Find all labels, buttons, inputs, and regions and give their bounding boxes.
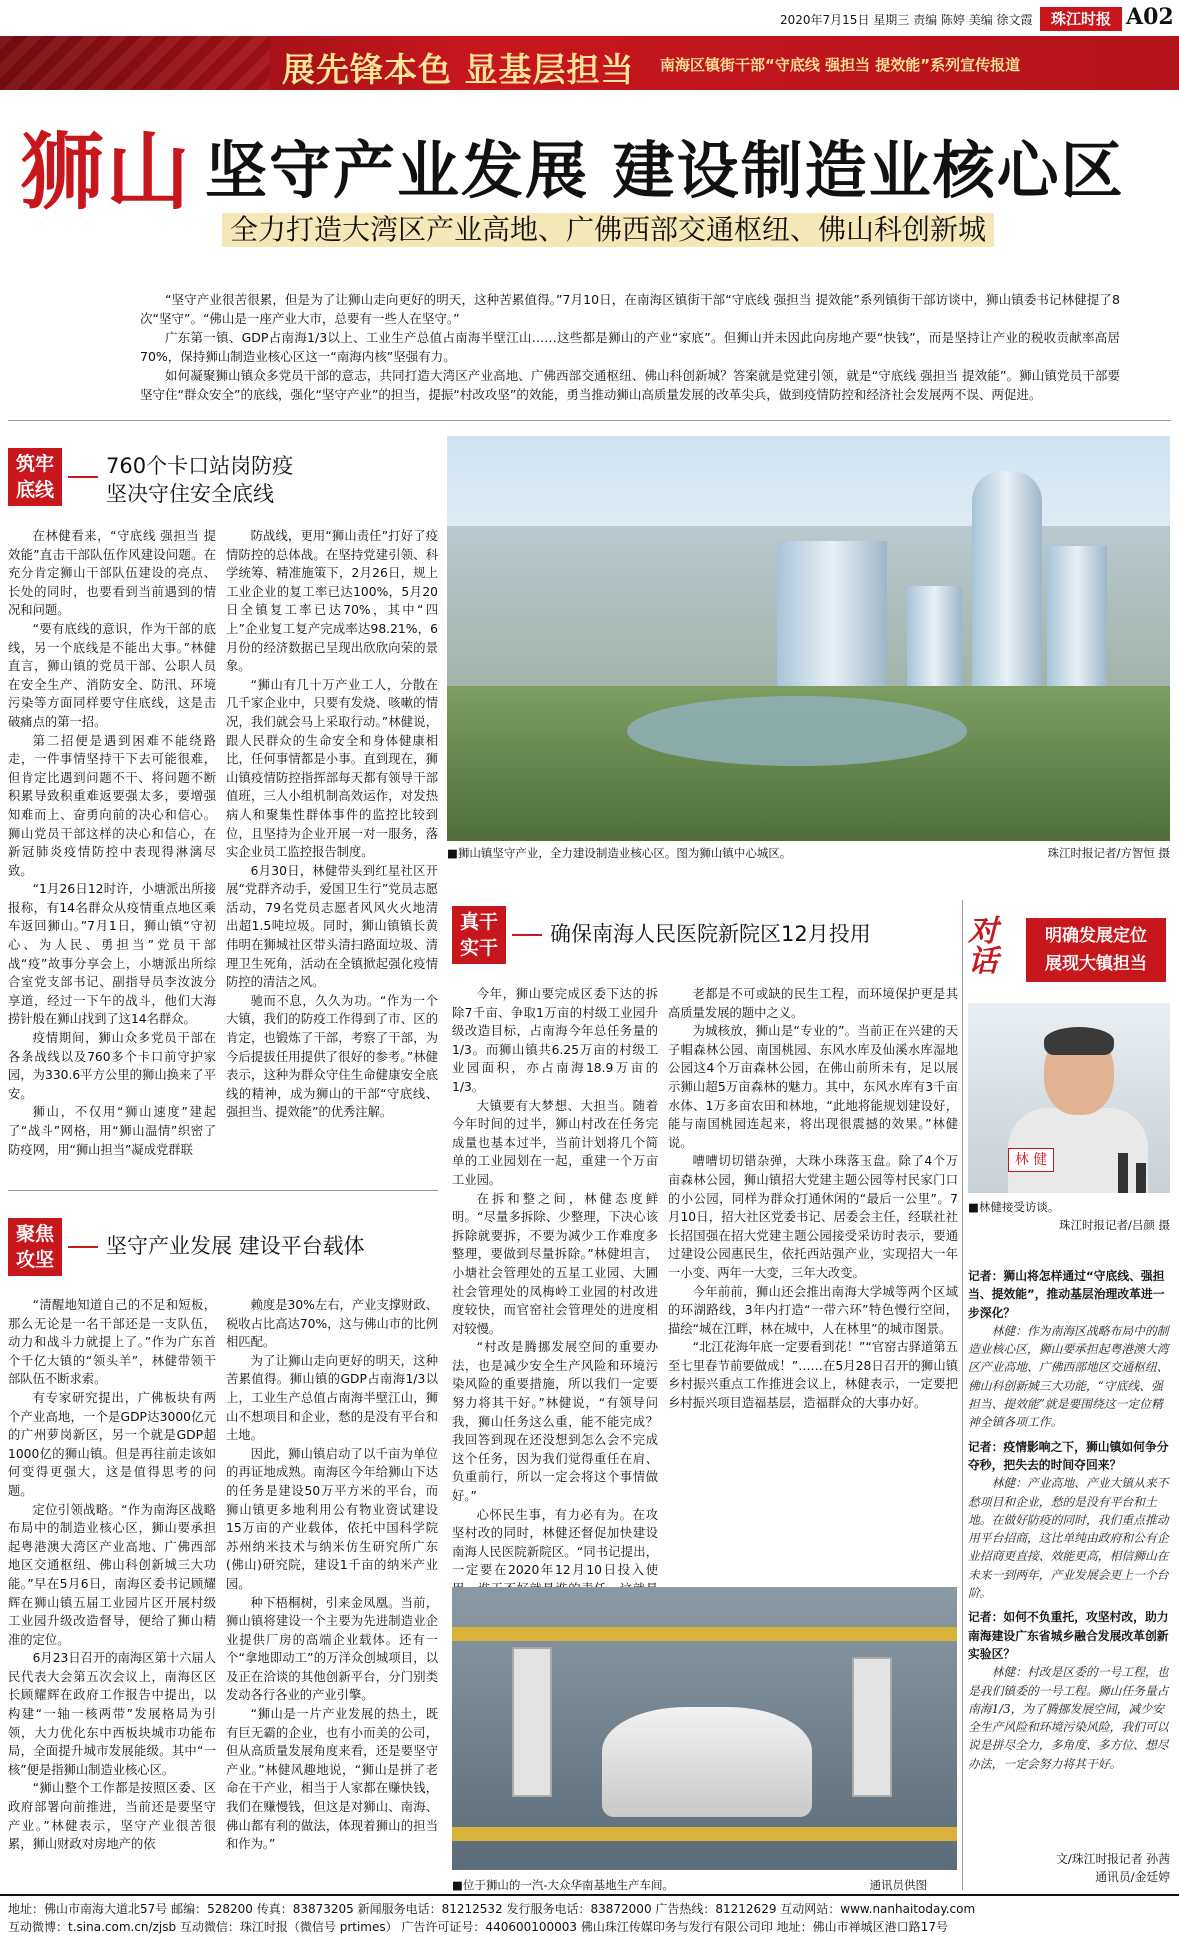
section3-column-2 — [668, 985, 958, 1413]
paragraph: 种下梧桐树，引来金凤凰。当前，狮山镇将建设一个主要为先进制造业企业提供厂房的高端企业载体。还有一个“拿地即动工”的万洋众创城项目，以及正在洽谈的其他创新平台，分门别类发动各行各业的产业引擎。 — [226, 1595, 438, 1703]
section-tag — [8, 448, 62, 506]
paragraph: “清醒地知道自己的不足和短板，那么无论是一名干部还是一支队伍，动力和战斗力就提上了。”作为广东首个千亿大镇的“领头羊”，林健带领干部队伍不断求索。 — [8, 1298, 216, 1387]
paragraph: 为城核放，狮山是“专业的”。当前正在兴建的天子帽森林公园、南国桃园、东风水库及仙溪水库湿地公园这4个万亩森林公园，在佛山前所未有，足以展示狮山超5万亩森林的魅力。其中，东风水库有3千亩水体、1万多亩农田和林地，“此地将能规划建设好，能与南国桃园连起来，将出现很震撼的效果。”林健说。 — [668, 1024, 958, 1150]
paragraph: 驰而不息，久久为功。“作为一个大镇，我们的防疫工作得到了市、区的肯定，也锻炼了干部，考察了干部，为今后提拔任用提供了很好的参考。”林健表示，这种为群众守住生命健康安全底线的精神，成为狮山的干部“守底线、强担当、提效能”的优秀注解。 — [226, 993, 438, 1120]
paragraph: 狮山，不仅用“狮山速度”建起了“战斗”网格，用“狮山温情”织密了防疫网，用“狮山担当”凝成党群联 — [8, 1105, 216, 1157]
page-footer — [0, 1894, 1179, 1935]
section-header-2 — [8, 1218, 438, 1282]
microphone-icon — [1118, 1153, 1128, 1193]
paragraph: “1月26日12时许，小塘派出所接报称，有14名群众从疫情重点地区乘车返回狮山。”7月1日，狮山镇“守初心、为人民、勇担当”党员干部战“疫”故事分享会上，小塘派出所综合室党支部书记、副指导员李汝波分享道，经过一下午的战斗，他们大海捞针般在狮山找到了这14名群众。 — [8, 882, 216, 1027]
question: 记者：如何不负重托，攻坚村改，助力南海建设广东省城乡融合发展改革创新实验区？ — [968, 1610, 1169, 1661]
banner-series-title: 南海区镇街干部“守底线 强担当 提效能”系列宣传报道 — [660, 56, 1021, 74]
photo-caption-text: ■狮山镇坚守产业，全力建设制造业核心区。图为狮山镇中心城区。 — [447, 846, 792, 860]
main-headline: 坚守产业发展 建设制造业核心区 — [205, 134, 1125, 207]
photo-person-hair — [1044, 1027, 1114, 1055]
paragraph: 疫情期间，狮山众多党员干部在各条战线以及760多个卡口前守护家园，为330.6平方公里的狮山换来了平安。 — [8, 1031, 216, 1101]
section-dash — [512, 934, 542, 936]
paragraph: “村改是腾挪发展空间的重要办法，也是减少安全生产风险和环境污染风险的重要措施，所以我们一定要努力将其干好。”林健说，“有领导问我，狮山任务这么重，能不能完成？我回答到现在还没想到怎么会不完成这个任务，因为我们觉得重任在肩、负重前行，所以一定会将这个事情做好。” — [452, 1340, 658, 1504]
paragraph: 防战线，更用“狮山责任”打好了疫情防控的总体战。在坚持党建引领、科学统筹、精准施策下，2月26日，规上工业企业的复工率已达100%，5月20日全镇复工率已达70%，其中“四上”企业复工复产完成率达98.21%，6月份的经济数据已呈现出欣欣向荣的景象。 — [226, 529, 438, 674]
section-title-line: 760个卡口站岗防疫 — [106, 454, 294, 478]
series-banner — [0, 36, 1179, 90]
answer: 林健：产业高地、产业大镇从来不愁项目和企业，愁的是没有平台和土地。在做好防疫的同时，我们重点推动用平台招商，这比单纯由政府和公有企业招商更直接、效能更高，相信狮山在未来一到两年，产业发展会更上一个台阶。 — [968, 1476, 1169, 1601]
photo-credit: 珠江时报记者/方智恒 摄 — [1047, 846, 1170, 860]
banner-slogan: 展先锋本色 显基层担当 — [282, 50, 635, 89]
nameplate: 林 健 — [1008, 1148, 1054, 1172]
paragraph: 大镇要有大梦想、大担当。随着今年时间的过半，狮山村改在任务完成量也基本过半，当前计划将几个简单的工业园划在一起，重建一个万亩工业园。 — [452, 1098, 658, 1187]
section2-column-1 — [8, 1296, 216, 1854]
section-header-3 — [452, 906, 952, 970]
banner-decoration — [0, 36, 270, 90]
footer-publish-line: 互动微博：t.sina.com.cn/zjsb 互动微信：珠江时报（微信号 prtimes） 广告许可证号：440600100003 佛山珠江传媒印务与发行有限公司印 地址：佛山市禅城区港口路17号 — [8, 1920, 948, 1934]
section-title: 坚守产业发展 建设平台载体 — [106, 1234, 365, 1258]
paragraph: 为了让狮山走向更好的明天，这种苦累值得。狮山镇的GDP占南海1/3以上，工业生产总值占南海半壁江山，狮山不想项目和企业，愁的是没有平台和土地。 — [226, 1353, 438, 1443]
paragraph: 在拆和整之间，林健态度鲜明。“尽量多拆除、少整理，下决心该拆除就要拆，不要为减少工作难度多整理，要做到尽量拆除。”林健坦言，小塘社会管理处的五星工业园、大圃社会管理处的凤梅岭工业园的村改进度较快，而官窑社会管理处的进度相对较慢。 — [452, 1191, 658, 1336]
paragraph: 有专家研究提出，广佛板块有两个产业高地，一个是GDP达3000亿元的广州萝岗新区，另一个就是GDP超1000亿的狮山镇。但是再往前走该如何变得更强大，这是值得思考的问题。 — [8, 1390, 216, 1498]
paragraph: 6月30日，林健带头到红星社区开展“党群齐动手，爱国卫生行”党员志愿活动，79名党员志愿者风风火火地清出超1.5吨垃圾。同时，狮山镇镇长黄伟明在狮城社区带头清扫路面垃圾、清理卫生死角，活动在全镇掀起强化疫情防控的清洁之风。 — [226, 863, 438, 990]
paragraph: 老都是不可或缺的民生工程，而环境保护更是其高质量发展的题中之义。 — [668, 987, 958, 1020]
interviewee-photo — [968, 1003, 1170, 1193]
photo-credit: 通讯员供图 — [869, 1878, 927, 1892]
paragraph: 定位引领战略。“作为南海区战略布局中的制造业核心区，狮山要承担起粤港澳大湾区产业高地、广佛西部地区交通枢纽、佛山科创新城三大功能。”早在5月6日，南海区委书记顾耀辉在狮山镇五届工业园片区开展村级工业园升级改造督导，便给了狮山精准的定位。 — [8, 1502, 216, 1647]
answer: 林健：作为南海区战略布局中的制造业核心区，狮山要承担起粤港澳大湾区产业高地、广佛西部地区交通枢纽、佛山科创新城三大功能，“守底线、强担当、提效能”就是要围绕这一定位精神全镇各项工作。 — [968, 1323, 1169, 1430]
section-tag-text: 筑牢底线 — [15, 453, 54, 501]
paragraph: “狮山有几十万产业工人，分散在几千家企业中，只要有发烧、咳嗽的情况，我们就会马上采取行动。”林健说，跟人民群众的生命安全和身体健康相比，任何事情都是小事。直到现在，狮山镇疫情防控指挥部每天都有领导干部值班，三人小组机制高效运作，对发热病人和聚集性群体事件的监控比较到位，且坚持为企业开展一对一服务，落实企业员工监控报告制度。 — [226, 677, 438, 860]
dialogue-title-line: 明确发展定位 — [1045, 926, 1147, 946]
photo-robot-arm — [512, 1647, 552, 1797]
paragraph: “要有底线的意识，作为干部的底线，另一个底线是不能出大事。”林健直言，狮山镇的党员干部、公职人员在安全生产、消防安全、防汛、环境污染等方面同样要守住底线，这是击破痛点的第一招。 — [8, 621, 216, 729]
page-number: A02 — [1126, 4, 1174, 30]
paragraph: 因此，狮山镇启动了以千亩为单位的再证地成熟。南海区今年给狮山下达的任务是建设50万平方米的平台，而狮山镇更多地利用公有物业资试建设15万亩的产业载体，依托中国科学院苏州纳米技术与纳米仿生研究所广东(佛山)研究院，建设1千亩的纳米产业园。 — [226, 1446, 438, 1591]
photo-caption-3 — [968, 1198, 1170, 1234]
photo-caption-text: ■林健接受访谈。 — [968, 1200, 1060, 1214]
paragraph: 今年，狮山要完成区委下达的拆除7千亩、争取1万亩的村级工业园升级改造目标，占南海今年总任务量的1/3。而狮山镇共6.25万亩的村级工业园面积，亦占南海18.9万亩的1/3。 — [452, 987, 658, 1094]
intro-paragraph: “坚守产业很苦很累，但是为了让狮山走向更好的明天，这种苦累值得。”7月10日，在南海区镇街干部“守底线 强担当 提效能”系列镇街干部访谈中，狮山镇委书记林健提了8次“坚守”。“佛山是一座产业大市，总要有一些人在坚守。” — [140, 292, 1120, 326]
paragraph: 第二招便是遇到困难不能绕路走，一件事情坚持干下去可能很难，但肯定比遇到问题不干、将问题不断积累导致积重难返要强太多，要增强知难而上、奋勇向前的决心和信心。狮山党员干部这样的决心和信心，在新冠肺炎疫情防控中表现得淋漓尽致。 — [8, 733, 216, 878]
paragraph: 今年前前，狮山还会推出南海大学城等两个区域的环湖路线，3年内打造“一带六环”特色慢行空间，描绘“城在江畔，林在城中，人在林里”的城市图景。 — [668, 1284, 958, 1336]
divider — [8, 420, 1171, 421]
headline-kicker: 狮山 — [20, 122, 193, 221]
photo-credit: 珠江时报记者/吕颜 摄 — [1058, 1218, 1170, 1232]
answer: 林健：村改是区委的一号工程，也是我们镇委的一号工程。狮山任务量占南海1/3，为了腾挪发展空间，减少安全生产风险和环境污染风险，我们可以说是拼尽全力，多角度、多方位、想尽办法，一定会努力将其干好。 — [968, 1665, 1169, 1771]
newspaper-logo: 珠江时报 — [1040, 7, 1122, 31]
article-intro — [140, 290, 1120, 404]
dialogue-title — [1026, 918, 1166, 982]
paragraph: 6月23日召开的南海区第十六届人民代表大会第五次会议上，南海区区长顾耀辉在政府工作报告中提出，以构建“一轴一核两带”发展格局为引领，大力优化东中西板块城市功能布局，全面提升城市发展能级。其中“一核”便是指狮山制造业核心区。 — [8, 1651, 216, 1777]
divider — [8, 1190, 438, 1191]
question: 记者：疫情影响之下，狮山镇如何争分夺秒，把失去的时间夺回来？ — [968, 1439, 1169, 1472]
city-photo — [447, 436, 1170, 841]
section-dash — [68, 476, 98, 478]
section1-column-1 — [8, 527, 216, 1159]
paragraph: 赖度是30%左右，产业支撑财政、税收占比高达70%，这与佛山市的比例相匹配。 — [226, 1298, 438, 1350]
question: 记者：狮山将怎样通过“守底线、强担当、提效能”，推动基层治理改革进一步深化？ — [968, 1269, 1165, 1320]
intro-paragraph: 广东第一镇、GDP占南海1/3以上、工业生产总值占南海半壁江山……这些都是狮山的产业“家底”。但狮山并未因此向房地产要“快钱”，而是坚持让产业的税收贡献率高居70%，保持狮山制造业核心区这一“南海内核”坚强有力。 — [140, 330, 1120, 364]
photo-caption-text: ■位于狮山的一汽-大众华南基地生产车间。 — [452, 1878, 675, 1892]
paragraph: “狮山是一片产业发展的热土，既有巨无霸的企业，也有小而美的公司，但从高质量发展角度来看，还是要坚守产业。”林健风趣地说，“狮山是拼了老命在干产业，相当于人家都在赚快钱，我们在赚慢钱，但这是对狮山、南海、佛山都有利的做法，体现着狮山的担当和作为。” — [226, 1707, 438, 1852]
photo-building — [907, 586, 962, 696]
masthead-strip — [0, 0, 1179, 36]
dialogue-tag-text: 对话 — [968, 914, 998, 979]
section-tag-text: 真干实干 — [459, 911, 498, 959]
section-tag-text: 聚焦攻坚 — [15, 1223, 54, 1271]
section-header-1 — [8, 448, 438, 512]
photo-lake — [627, 696, 967, 766]
dialogue-tag — [968, 914, 1018, 979]
sidebar-divider — [962, 900, 963, 1890]
issue-meta: 2020年7月15日 星期三 责编 陈婷 美编 徐文霞 — [780, 13, 1033, 27]
section-dash — [68, 1246, 98, 1248]
photo-rail — [452, 1827, 957, 1841]
section-title — [106, 452, 293, 508]
paragraph: “北江花海年底一定要看到花！”“官窑古驿道第五至七里春节前要做成！”……在5月28日召开的狮山镇乡村振兴重点工作推进会议上，林健表示，一定要把乡村振兴项目造福基层，造福群众的大事办好。 — [668, 1340, 958, 1411]
paragraph: 在林健看来，“守底线 强担当 提效能”直击干部队伍作风建设问题。在充分肯定狮山干部队伍建设的亮点、长处的同时，也要看到当前遇到的情况和问题。 — [8, 529, 216, 618]
dialogue-title-line: 展现大镇担当 — [1045, 954, 1147, 974]
paragraph: 心怀民生事，有力必有为。在攻坚村改的同时，林健还督促加快建设南海人民医院新院区。“同书记提出，一定要在2020年12月10日投入使 — [452, 1507, 658, 1578]
microphone-icon — [1136, 1163, 1146, 1193]
byline-correspondent: 通讯员/金廷婷 — [1095, 1870, 1170, 1884]
photo-robot-arm — [852, 1657, 892, 1797]
photo-tower — [972, 471, 1042, 721]
photo-building — [777, 541, 887, 691]
section1-column-2 — [226, 527, 438, 1122]
intro-paragraph: 如何凝聚狮山镇众多党员干部的意志，共同打造大湾区产业高地、广佛西部交通枢纽、佛山科创新城？答案就是党建引领，就是“守底线 强担当 提效能”。狮山镇党员干部要坚守住“群众安全”的底线，强化“坚守产业”的担当，提振“村改攻坚”的效能，勇当推动狮山高质量发展的改革尖兵，做到疫情防控和经济社会发展两不误、两促进。 — [140, 368, 1120, 402]
section2-column-2 — [226, 1296, 438, 1854]
paragraph: 嘈嘈切切错杂弹，大珠小珠落玉盘。除了4个万亩森林公园，狮山镇招大党建主题公园等村民家门口的小公园，同样为群众打通休闲的“最后一公里”。7月10日，招大社区党委书记、居委会主任，经联社社长招国强在招大党建主题公园接受采访时表示，要通过建设公园惠民生，依托西站强产业，实现招大一年一小变、两年一大变，三年大改变。 — [668, 1154, 958, 1280]
section-title-line: 坚决守住安全底线 — [106, 482, 274, 506]
paragraph: “狮山整个工作都是按照区委、区政府部署向前推进，当前还是要坚守产业。”林健表示，坚守产业很苦很累，狮山财政对房地产的依 — [8, 1781, 216, 1852]
section-tag — [8, 1218, 62, 1276]
section3-column-1 — [452, 985, 658, 1654]
photo-car-body — [602, 1707, 812, 1817]
footer-contact-line: 地址：佛山市南海大道北57号 邮编：528200 传真：83873205 新闻服务电话：81212532 发行服务电话：83872000 广告热线：81212629 互动网站：www.nanhaitoday.com — [8, 1902, 976, 1916]
sub-headline: 全力打造大湾区产业高地、广佛西部交通枢纽、佛山科创新城 — [222, 213, 994, 247]
byline-reporter: 文/珠江时报记者 孙茜 — [1056, 1852, 1170, 1866]
dialogue-qa — [968, 1261, 1170, 1773]
section-title: 确保南海人民医院新院区12月投用 — [550, 922, 871, 946]
photo-rail — [452, 1627, 957, 1641]
factory-photo — [452, 1587, 957, 1870]
byline — [968, 1850, 1170, 1886]
section-tag — [452, 906, 506, 964]
